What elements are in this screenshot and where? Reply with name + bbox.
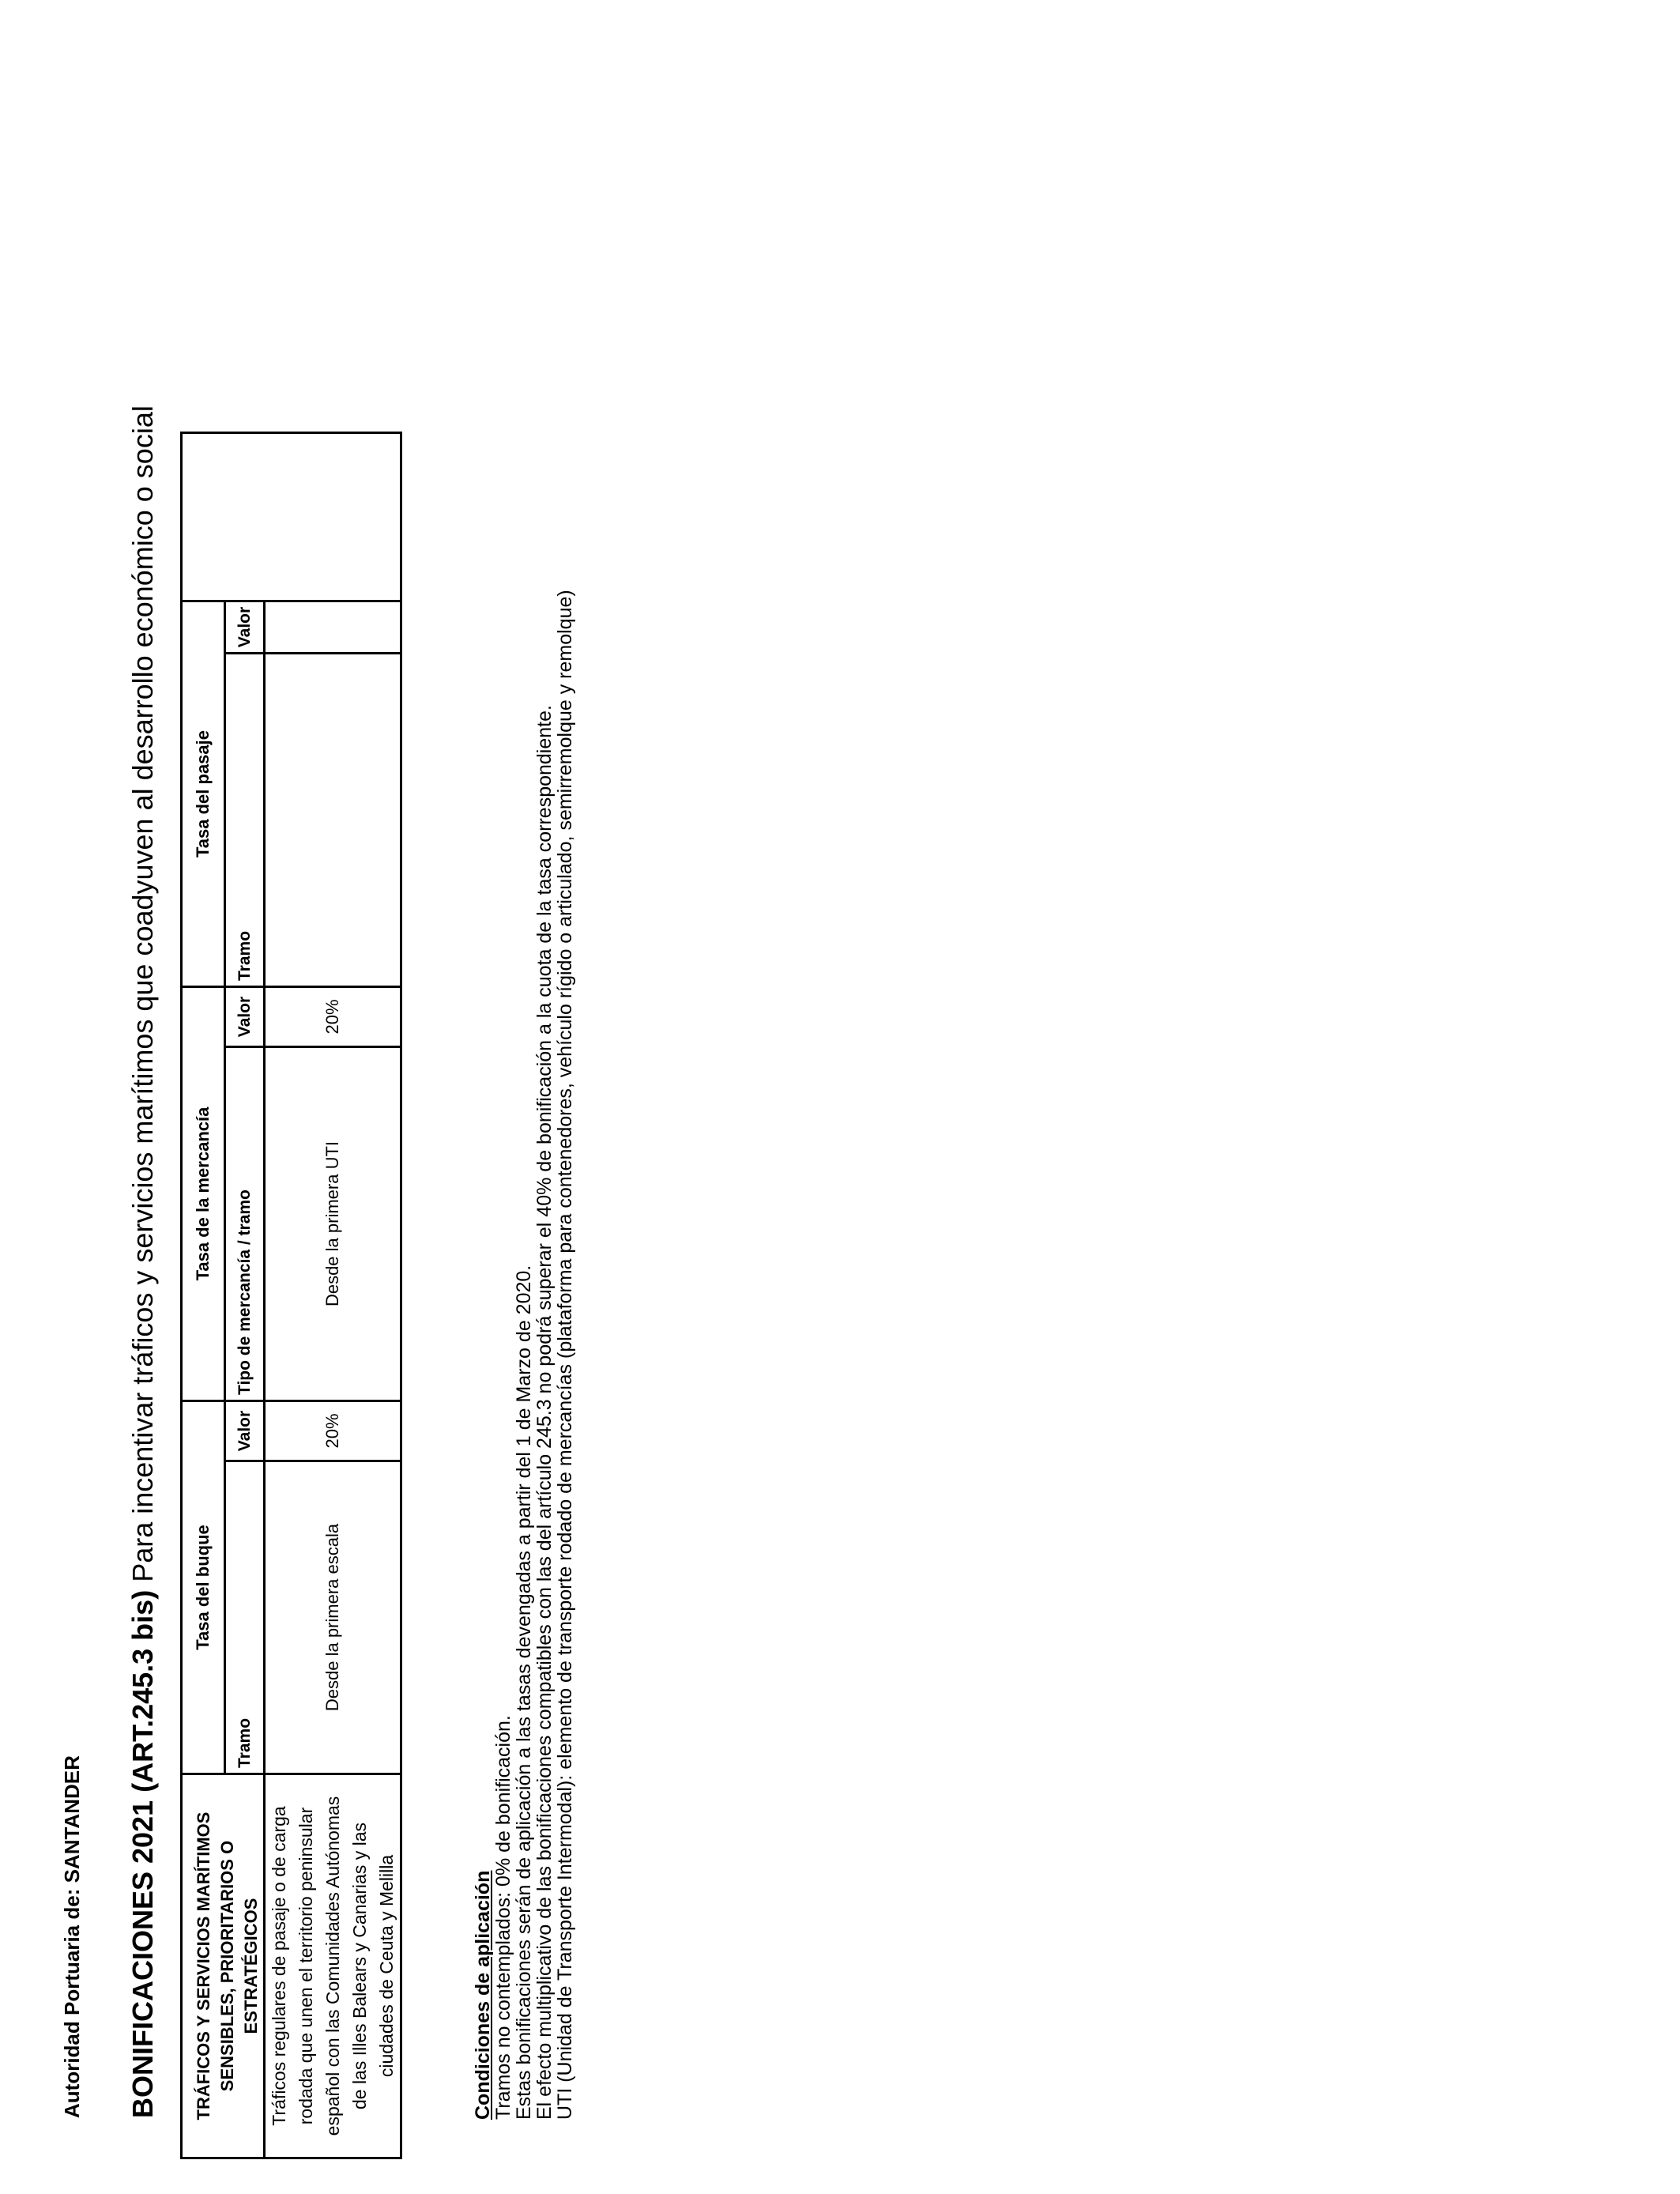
table-row	[265, 433, 401, 2158]
subheader-mercancia-valor: Valor	[225, 987, 265, 1047]
pasaje-valor-cell	[265, 601, 401, 654]
port-authority-label: Autoridad Portuaria de: SANTANDER	[60, 1755, 84, 2118]
subheader-buque-valor: Valor	[225, 1401, 265, 1461]
bonificaciones-table-wrap	[180, 432, 402, 2159]
subheader-mercancia-tipo: Tipo de mercancía / tramo	[225, 1047, 265, 1401]
bonificaciones-table	[180, 432, 402, 2159]
buque-tramo-cell: Desde la primera escala	[265, 1461, 401, 1774]
traffic-header: TRÁFICOS Y SERVICIOS MARÍTIMOS SENSIBLES, PRIORITARIOS O ESTRATÉGICOS	[182, 1774, 265, 2158]
condition-line: UTI (Unidad de Transporte Intermodal): elemento de transporte rodado de mercancías (plataforma para contenedores, vehículo rígido o articulado, semirremolque y remolque)	[554, 590, 576, 2120]
subheader-buque-tramo: Tramo	[225, 1461, 265, 1774]
condition-line: Tramos no contemplados: 0% de bonificación.	[492, 1715, 514, 2120]
title-rest: Para incentivar tráficos y servicios marítimos que coadyuven al desarrollo económico o social	[126, 405, 159, 1590]
pasaje-tramo-cell	[265, 654, 401, 987]
group-tasa-buque: Tasa del buque	[182, 1401, 225, 1774]
subheader-pasaje-tramo: Tramo	[225, 654, 265, 987]
subheader-pasaje-valor: Valor	[225, 601, 265, 654]
conditions-heading: Condiciones de aplicación	[472, 1870, 494, 2120]
mercancia-tipo-cell: Desde la primera UTI	[265, 1047, 401, 1401]
title-bold: BONIFICACIONES 2021 (ART.245.3 bis)	[126, 1589, 159, 2118]
condition-line: El efecto multiplicativo de las bonificaciones compatibles con las del artículo 245.3 no podrá superar el 40% de bonificación a la cuota de la tasa correspondiente.	[533, 705, 556, 2120]
group-tasa-mercancia: Tasa de la mercancía	[182, 987, 225, 1401]
page-title	[126, 405, 160, 2118]
mercancia-valor-cell: 20%	[265, 987, 401, 1047]
conditions-section	[473, 590, 575, 2120]
buque-valor-cell: 20%	[265, 1401, 401, 1461]
condition-line: Estas bonificaciones serán de aplicación a las tasas devengadas a partir del 1 de Marzo de 2020.	[513, 1265, 535, 2120]
table-blank-column	[182, 433, 401, 601]
traffic-description: Tráficos regulares de pasaje o de carga rodada que unen el territorio peninsular español con las Comunidades Autónomas de las Illes Balears y Canarias y las ciudades de Ceuta y Melilla	[265, 1774, 401, 2158]
group-tasa-pasaje: Tasa del pasaje	[182, 601, 225, 987]
